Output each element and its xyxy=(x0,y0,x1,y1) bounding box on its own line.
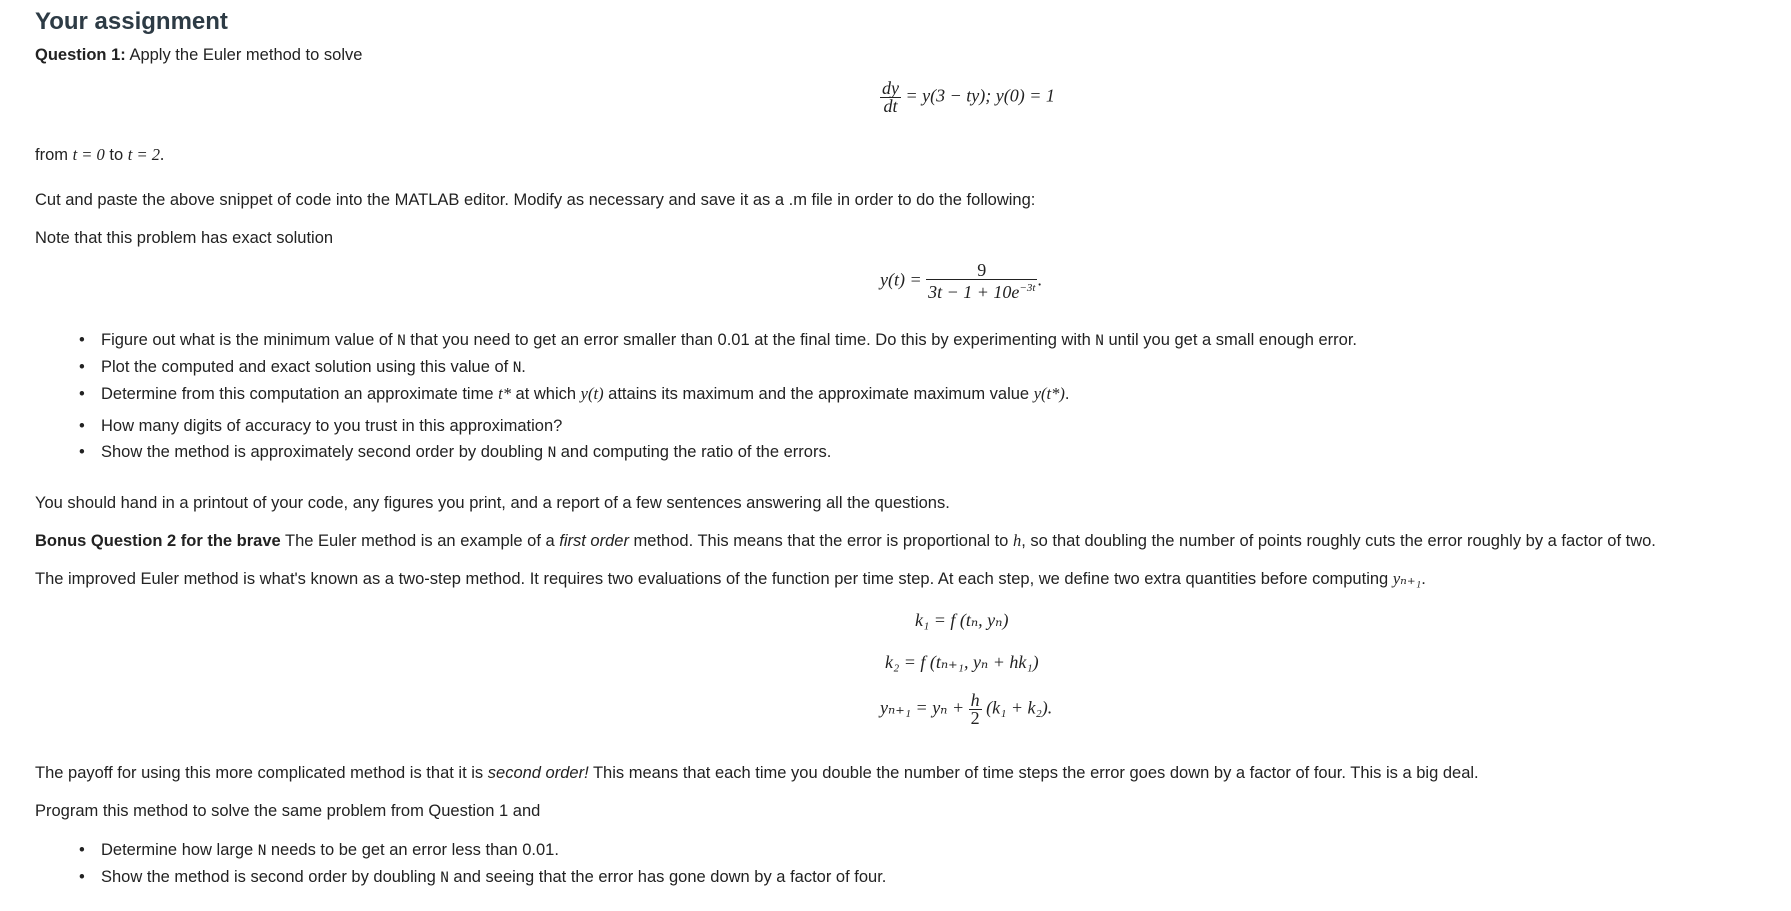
update-rest: (k₁ + k₂). xyxy=(986,697,1053,718)
hand-in-paragraph: You should hand in a printout of your code, any figures you print, and a report of a few sentences answering all the questions. xyxy=(35,494,950,512)
task-2-text-pre: Plot the computed and exact solution using this value of xyxy=(101,358,509,376)
task-1-text-pre: Figure out what is the minimum value of xyxy=(101,331,393,349)
task-3-y-of-t-star: y(t*) xyxy=(1033,384,1065,403)
update-lhs: yₙ₊₁ = yₙ + xyxy=(880,697,965,718)
task-3-text-post: . xyxy=(1064,385,1070,403)
exact-numerator: 9 xyxy=(926,262,1037,280)
list-item xyxy=(75,839,886,862)
bonus-text-pre: The Euler method is an example of a xyxy=(285,532,555,550)
question-1-intro: Apply the Euler method to solve xyxy=(129,46,363,64)
question-1-task-list xyxy=(75,329,1357,464)
bonus-task-1-text-pre: Determine how large xyxy=(101,841,254,859)
task-2-text-post: . xyxy=(521,358,526,376)
payoff-text-pre: The payoff for using this more complicated method is that it is xyxy=(35,764,484,782)
task-5-text-pre: Show the method is approximately second order by doubling xyxy=(101,443,544,461)
code-var-n: N xyxy=(512,360,522,376)
page-heading: Your assignment xyxy=(35,8,228,35)
task-5-text-post: and computing the ratio of the errors. xyxy=(560,443,832,461)
list-item xyxy=(75,441,1357,464)
ode-derivative xyxy=(880,80,901,115)
ode-equation xyxy=(880,80,1055,115)
code-var-n: N xyxy=(547,445,557,461)
exact-fraction xyxy=(926,262,1037,301)
exact-end: . xyxy=(1037,269,1042,290)
code-var-n: N xyxy=(257,843,267,859)
task-3-text-pre: Determine from this computation an approximate time xyxy=(101,385,494,403)
payoff-text-em: second order! xyxy=(487,764,589,782)
task-1-text-post: until you get a small enough error. xyxy=(1108,331,1358,349)
task-3-text-mid: at which xyxy=(515,385,577,403)
list-item xyxy=(75,415,1357,437)
update-equation xyxy=(880,692,1052,727)
bonus-label: Bonus Question 2 for the brave xyxy=(35,532,281,550)
question-1-label: Question 1: xyxy=(35,46,126,64)
code-var-n: N xyxy=(1095,333,1104,349)
bonus-text-em: first order xyxy=(559,532,629,550)
range-from-word: from xyxy=(35,146,68,164)
question-1-line xyxy=(35,44,362,66)
range-start: t = 0 xyxy=(72,145,105,164)
task-3-text-mid2: attains its maximum and the approximate maximum value xyxy=(608,385,1030,403)
range-end-punct: . xyxy=(159,145,165,164)
ode-derivative-denominator: dt xyxy=(883,96,898,116)
k2-equation: k₂ = f (tₙ₊₁, yₙ + hk₁) xyxy=(885,652,1039,672)
list-item xyxy=(75,356,1357,379)
exact-denominator-exponent: −3t xyxy=(1019,282,1036,294)
exact-note-paragraph: Note that this problem has exact solution xyxy=(35,229,334,247)
cut-paste-paragraph: Cut and paste the above snippet of code into the MATLAB editor. Modify as necessary and save it as a .m file in order to do the following: xyxy=(35,191,1036,209)
range-to-word: to xyxy=(109,146,124,164)
bonus-var-h: h xyxy=(1012,531,1022,550)
update-fraction-denominator: 2 xyxy=(970,708,980,728)
list-item xyxy=(75,383,1357,405)
bonus-text-post: , so that doubling the number of points roughly cuts the error roughly by a factor of two. xyxy=(1021,532,1656,550)
code-var-n: N xyxy=(440,870,449,886)
update-fraction xyxy=(969,692,982,727)
task-3-t-star: t* xyxy=(498,384,511,403)
range-end: t = 2 xyxy=(127,145,160,164)
k1-equation: k₁ = f (tₙ, yₙ) xyxy=(915,610,1009,630)
improved-text-end: . xyxy=(1421,570,1426,588)
range-line xyxy=(35,144,164,166)
improved-text-pre: The improved Euler method is what's known as a two-step method. It requires two evaluations of the function per time step. At each step, we define two extra quantities before computing xyxy=(35,570,1389,588)
program-paragraph: Program this method to solve the same problem from Question 1 and xyxy=(35,802,541,820)
exact-solution-equation xyxy=(880,262,1042,301)
ode-derivative-numerator: dy xyxy=(882,78,899,98)
task-4-text: How many digits of accuracy to you trust in this approximation? xyxy=(101,417,563,435)
task-3-y-of-t: y(t) xyxy=(580,384,604,403)
exact-lhs: y(t) = xyxy=(880,269,922,290)
payoff-text-post: This means that each time you double the number of time steps the error goes down by a factor of four. This is a big deal. xyxy=(592,764,1479,782)
bonus-task-2-text-pre: Show the method is second order by doubling xyxy=(101,868,436,886)
ode-rhs: = y(3 − ty); y(0) = 1 xyxy=(905,85,1055,106)
bonus-text-mid: method. This means that the error is proportional to xyxy=(633,532,1009,550)
exact-denominator-main: 3t − 1 + 10e xyxy=(928,282,1020,302)
exact-denominator xyxy=(926,280,1037,301)
payoff-paragraph xyxy=(35,762,1479,784)
list-item xyxy=(75,329,1357,352)
bonus-paragraph xyxy=(35,530,1656,552)
improved-var: yₙ₊₁ xyxy=(1392,569,1422,588)
bonus-task-1-text-post: needs to be get an error less than 0.01. xyxy=(270,841,559,859)
update-fraction-numerator: h xyxy=(970,690,980,710)
bonus-task-list xyxy=(75,839,886,889)
list-item xyxy=(75,866,886,889)
code-var-n: N xyxy=(397,333,406,349)
task-1-text-mid: that you need to get an error smaller than 0.01 at the final time. Do this by experimenting with xyxy=(410,331,1091,349)
bonus-task-2-text-post: and seeing that the error has gone down by a factor of four. xyxy=(453,868,887,886)
improved-euler-paragraph xyxy=(35,568,1426,590)
